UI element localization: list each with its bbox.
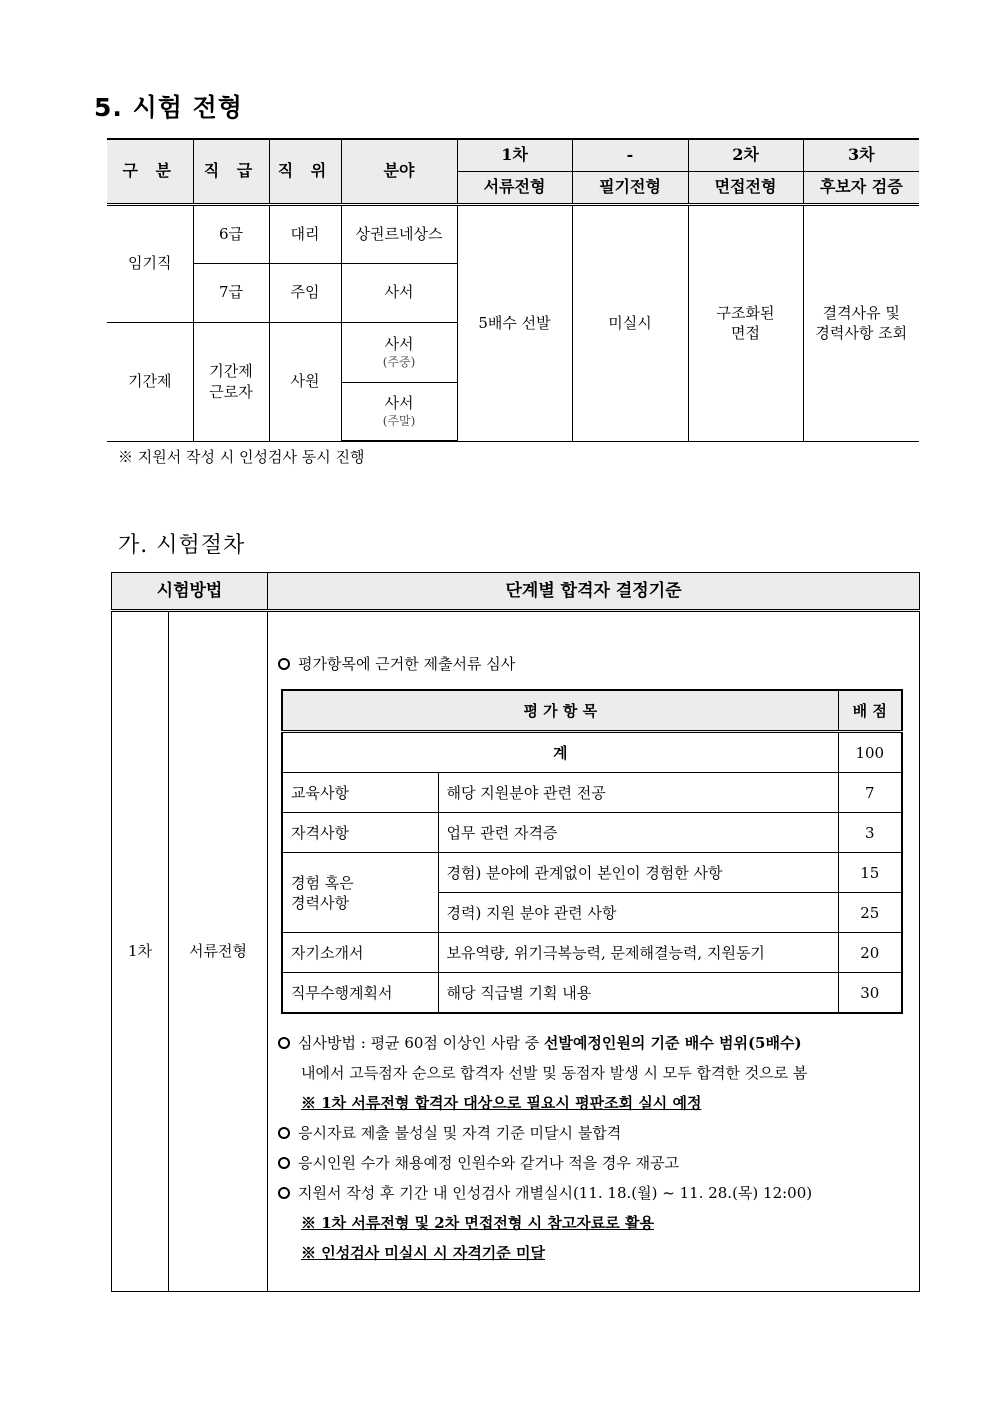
bullet-repost-text: 응시인원 수가 채용예정 인원수와 같거나 적을 경우 재공고 [298,1154,680,1173]
field-renaissance: 상권르네상스 [341,204,457,263]
eval-header-items: 평 가 항 목 [282,690,838,732]
eval-desc-cover-letter: 보유역량, 위기극복능력, 문제해결능력, 지원동기 [438,933,838,973]
stage3-value: 결격사유 및 경력사항 조회 [803,204,919,441]
intro-line [268,654,919,674]
stage-dash-value: 미실시 [572,204,688,441]
circle-bullet-icon [278,658,290,670]
header-method: 시험방법 [112,573,268,611]
criteria-content [268,611,920,1292]
eval-desc-job-plan: 해당 직급별 기획 내용 [438,973,838,1014]
grade-6: 6급 [193,204,269,263]
eval-desc-experience: 경험) 분야에 관계없이 본인이 경험한 사항 [438,853,838,893]
eval-score-education: 7 [838,773,902,813]
schedule-table [107,138,919,442]
procedure-table [111,572,920,1292]
note-reputation: ※ 1차 서류전형 합격자 대상으로 필요시 평판조회 실시 예정 [301,1094,702,1113]
field-librarian-weekend-label: 사서 [384,394,414,413]
header-field: 분야 [341,139,457,204]
circle-bullet-icon [278,1127,290,1139]
note-unqualified: ※ 인성검사 미실시 시 자격기준 미달 [301,1244,545,1263]
circle-bullet-icon [278,1157,290,1169]
header-category: 구 분 [107,139,193,204]
circle-bullet-icon [278,1187,290,1199]
method-label: 서류전형 [169,611,268,1292]
header-stage1: 1차 [457,139,572,171]
method-line [268,1028,919,1058]
eval-score-career: 25 [838,893,902,933]
header-stage2: 2차 [688,139,803,171]
field-librarian-weekday-label: 사서 [384,334,414,353]
field-librarian-weekday [341,322,457,382]
bullet-personality-test [268,1178,919,1208]
weekday-note: (주중) [382,355,416,370]
position-juim: 주임 [269,263,341,322]
eval-cat-experience: 경험 혹은 경력사항 [282,853,438,933]
eval-score-cover-letter: 20 [838,933,902,973]
field-librarian-weekend [341,382,457,441]
header-stage3-name: 후보자 검증 [803,171,919,204]
eval-desc-qualification: 업무 관련 자격증 [438,813,838,853]
eval-desc-career: 경력) 지원 분야 관련 사항 [438,893,838,933]
field-librarian: 사서 [341,263,457,322]
position-sawon: 사원 [269,322,341,441]
method-text-c: 내에서 고득점자 순으로 합격자 선발 및 동점자 발생 시 모두 합격한 것으로 봄 [301,1064,808,1083]
header-stage1-name: 서류전형 [457,171,572,204]
eval-score-job-plan: 30 [838,973,902,1014]
position-daeri: 대리 [269,204,341,263]
header-stage-dash-name: 필기전형 [572,171,688,204]
eval-header-score: 배 점 [838,690,902,732]
method-text-b: 선발예정인원의 기준 배수 범위(5배수) [543,1034,802,1053]
header-criteria: 단계별 합격자 결정기준 [268,573,920,611]
eval-cat-cover-letter: 자기소개서 [282,933,438,973]
circle-bullet-icon [278,1037,290,1049]
header-position: 직 위 [269,139,341,204]
eval-score-experience: 15 [838,853,902,893]
grade-7: 7급 [193,263,269,322]
evaluation-table [281,689,903,1014]
intro-text: 평가항목에 근거한 제출서류 심사 [298,655,516,673]
eval-score-qualification: 3 [838,813,902,853]
bullet-disqualify-text: 응시자료 제출 불성실 및 자격 기준 미달시 불합격 [298,1124,622,1143]
weekend-note: (주말) [382,414,416,429]
stage-label: 1차 [112,611,169,1292]
header-grade: 직 급 [193,139,269,204]
eval-cat-job-plan: 직무수행계획서 [282,973,438,1014]
grade-fixed-term-worker: 기간제 근로자 [193,322,269,441]
eval-total-label: 계 [282,732,838,773]
note-reference: ※ 1차 서류전형 및 2차 면접전형 시 참고자료로 활용 [301,1214,654,1233]
bullet-repost [268,1148,919,1178]
eval-cat-qualification: 자격사항 [282,813,438,853]
eval-desc-education: 해당 지원분야 관련 전공 [438,773,838,813]
section-title: 5. 시험 전형 [94,93,243,122]
bullet-disqualify [268,1118,919,1148]
method-text-a: 심사방법 : 평균 60점 이상인 사람 중 [298,1034,544,1053]
header-stage-dash: - [572,139,688,171]
eval-total-score: 100 [838,732,902,773]
eval-cat-education: 교육사항 [282,773,438,813]
stage1-value: 5배수 선발 [457,204,572,441]
header-stage2-name: 면접전형 [688,171,803,204]
schedule-note: ※ 지원서 작성 시 인성검사 동시 진행 [118,448,365,466]
category-temp-contract: 임기직 [107,204,193,322]
stage2-value: 구조화된 면접 [688,204,803,441]
category-fixed-term: 기간제 [107,322,193,441]
subsection-title: 가. 시험절차 [118,533,246,558]
bullet-personality-text: 지원서 작성 후 기간 내 인성검사 개별실시(11. 18.(월) ~ 11. 28.(목) 12:00) [298,1184,813,1203]
header-stage3: 3차 [803,139,919,171]
